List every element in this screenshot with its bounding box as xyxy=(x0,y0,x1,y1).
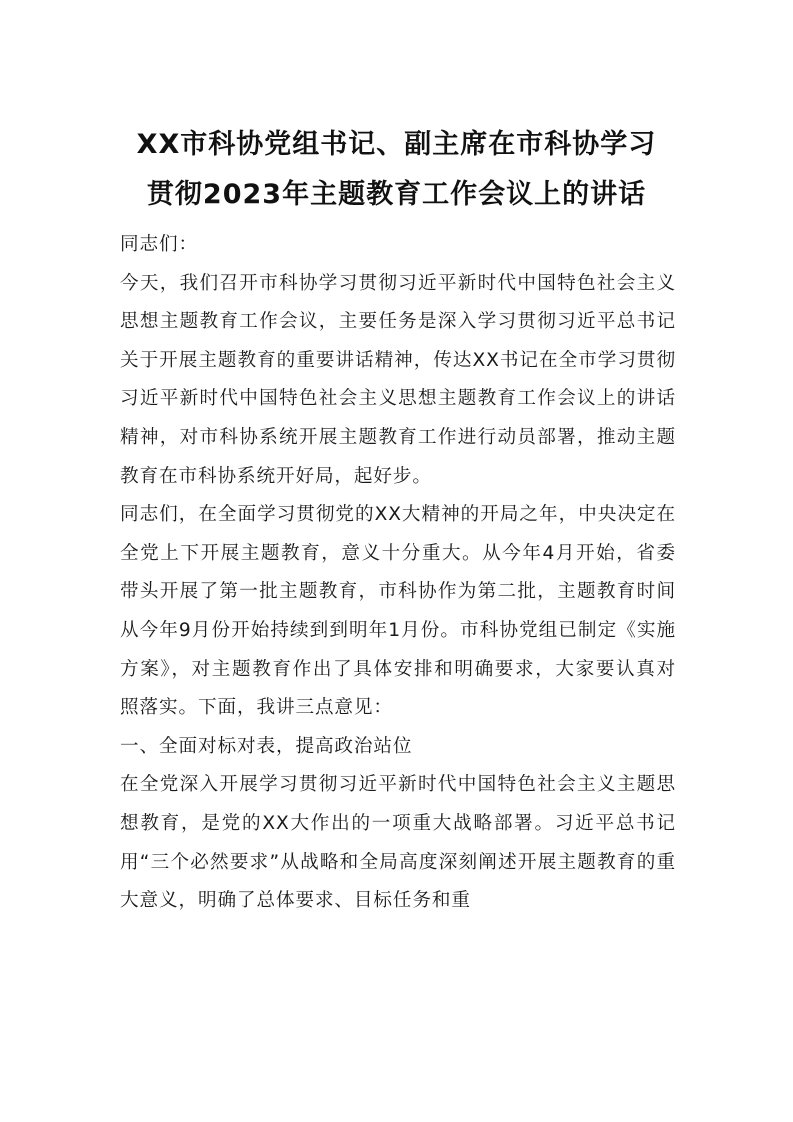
document-title xyxy=(80,120,713,220)
section-heading-1: 一、全面对标对表，提高政治站位 xyxy=(120,735,413,757)
title-line-2: 贯彻2023年主题教育工作会议上的讲话 xyxy=(146,179,647,210)
salutation: 同志们： xyxy=(120,234,198,255)
document-body xyxy=(120,226,676,921)
paragraph-section-1: 在全党深入开展学习贯彻习近平新时代中国特色社会主义主题思想教育，是党的XX大作出的一项重大战略部署。习近平总书记用“三个必然要求”从战略和全局高度深刻阐述开展主题教育的重大意义，明确了总体要求、目标任务和重 xyxy=(120,774,676,912)
paragraph-opening: 今天，我们召开市科协学习贯彻习近平新时代中国特色社会主义思想主题教育工作会议，主要任务是深入学习贯彻习近平总书记关于开展主题教育的重要讲话精神，传达XX书记在全市学习贯彻习近平新时代中国特色社会主义思想主题教育工作会议上的讲话精神，对市科协系统开展主题教育工作进行动员部署，推动主题教育在市科协系统开好局，起好步。 xyxy=(120,272,676,487)
paragraph-background: 同志们，在全面学习贯彻党的XX大精神的开局之年，中央决定在全党上下开展主题教育，意义十分重大。从今年4月开始，省委带头开展了第一批主题教育，市科协作为第二批，主题教育时间从今年9月份开始持续到到明年1月份。市科协党组已制定《实施方案》，对主题教育作出了具体安排和明确要求，大家要认真对照落实。下面，我讲三点意见： xyxy=(120,504,676,719)
title-line-1: XX市科协党组书记、副主席在市科协学习 xyxy=(136,129,657,160)
